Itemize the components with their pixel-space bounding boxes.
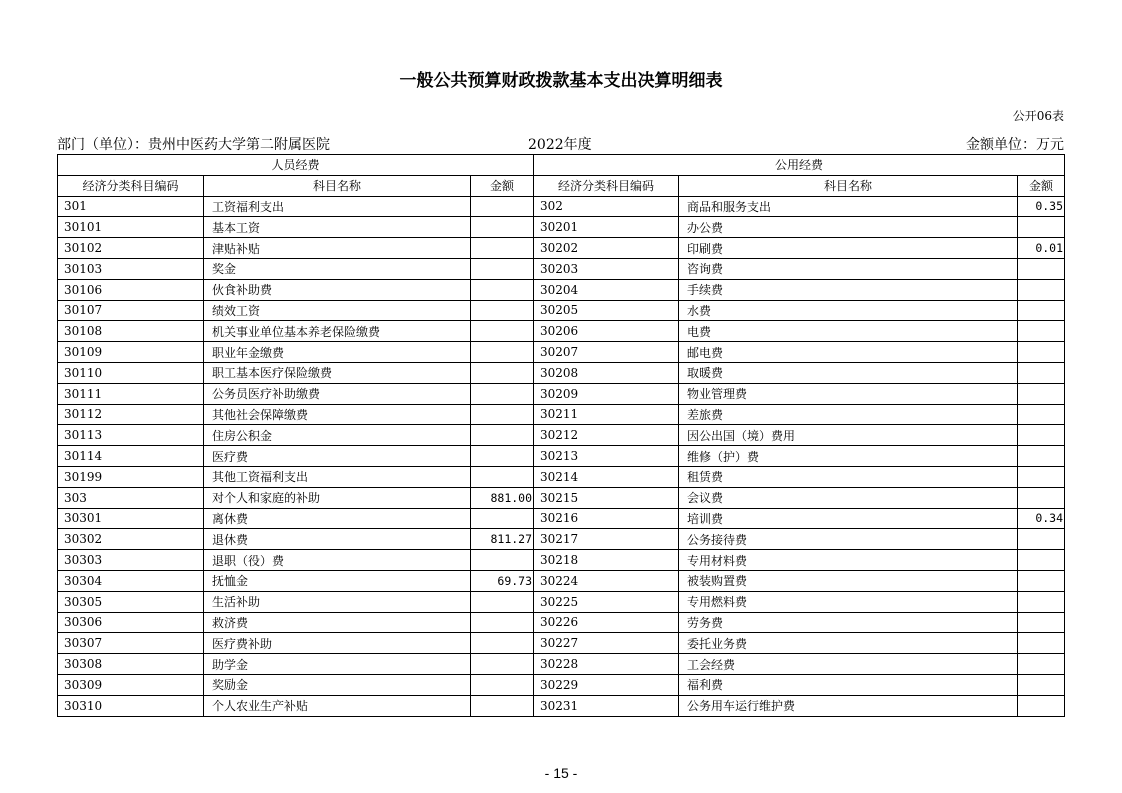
left-name-cell: 奖励金 — [204, 674, 471, 695]
left-name-cell: 对个人和家庭的补助 — [204, 487, 471, 508]
expenditure-table — [57, 154, 1065, 717]
left-amount-cell — [471, 633, 534, 654]
right-amount-cell — [1018, 425, 1065, 446]
column-header-row — [58, 175, 1065, 196]
right-amount-cell — [1018, 404, 1065, 425]
right-code-cell: 30217 — [534, 529, 679, 550]
table-body — [58, 196, 1065, 716]
right-amount-cell — [1018, 529, 1065, 550]
table-row — [58, 654, 1065, 675]
table-row — [58, 487, 1065, 508]
right-name-cell: 咨询费 — [679, 258, 1018, 279]
right-code-cell: 30228 — [534, 654, 679, 675]
left-amount-cell — [471, 425, 534, 446]
right-amount-cell — [1018, 446, 1065, 467]
left-amount-cell — [471, 466, 534, 487]
left-name-cell: 工资福利支出 — [204, 196, 471, 217]
right-code-cell: 30231 — [534, 695, 679, 716]
right-amount-cell — [1018, 466, 1065, 487]
right-amount-cell — [1018, 550, 1065, 571]
right-code-cell: 30226 — [534, 612, 679, 633]
right-amount-cell — [1018, 300, 1065, 321]
left-code-cell: 30101 — [58, 217, 204, 238]
right-amount-cell — [1018, 487, 1065, 508]
right-name-cell: 培训费 — [679, 508, 1018, 529]
right-code-cell: 30201 — [534, 217, 679, 238]
left-code-cell: 30307 — [58, 633, 204, 654]
left-code-cell: 30106 — [58, 279, 204, 300]
left-name-cell: 其他社会保障缴费 — [204, 404, 471, 425]
left-code-cell: 30112 — [58, 404, 204, 425]
right-code-cell: 30208 — [534, 362, 679, 383]
table-row — [58, 633, 1065, 654]
left-amount-cell — [471, 279, 534, 300]
right-code-cell: 30216 — [534, 508, 679, 529]
header-amount-left: 金额 — [471, 175, 534, 196]
right-name-cell: 会议费 — [679, 487, 1018, 508]
left-name-cell: 助学金 — [204, 654, 471, 675]
left-code-cell: 30301 — [58, 508, 204, 529]
left-amount-cell — [471, 612, 534, 633]
right-code-cell: 30227 — [534, 633, 679, 654]
right-name-cell: 专用材料费 — [679, 550, 1018, 571]
right-code-cell: 30211 — [534, 404, 679, 425]
table-row — [58, 550, 1065, 571]
right-name-cell: 劳务费 — [679, 612, 1018, 633]
right-amount-cell — [1018, 674, 1065, 695]
left-name-cell: 奖金 — [204, 258, 471, 279]
left-code-cell: 30309 — [58, 674, 204, 695]
right-amount-cell — [1018, 612, 1065, 633]
table-row — [58, 674, 1065, 695]
table-row — [58, 342, 1065, 363]
left-amount-cell — [471, 695, 534, 716]
left-code-cell: 30310 — [58, 695, 204, 716]
left-amount-cell: 69.73 — [471, 570, 534, 591]
table-row — [58, 591, 1065, 612]
right-name-cell: 印刷费 — [679, 238, 1018, 259]
left-code-cell: 30114 — [58, 446, 204, 467]
table-row — [58, 570, 1065, 591]
table-row — [58, 238, 1065, 259]
left-amount-cell — [471, 446, 534, 467]
right-name-cell: 维修（护）费 — [679, 446, 1018, 467]
left-name-cell: 退职（役）费 — [204, 550, 471, 571]
table-row — [58, 466, 1065, 487]
left-code-cell: 30308 — [58, 654, 204, 675]
left-name-cell: 职业年金缴费 — [204, 342, 471, 363]
table-row — [58, 425, 1065, 446]
left-amount-cell — [471, 591, 534, 612]
right-code-cell: 30205 — [534, 300, 679, 321]
right-code-cell: 30224 — [534, 570, 679, 591]
report-meta — [57, 134, 1064, 154]
page-title: 一般公共预算财政拨款基本支出决算明细表 — [399, 71, 723, 91]
table-row — [58, 446, 1065, 467]
right-name-cell: 商品和服务支出 — [679, 196, 1018, 217]
right-code-cell: 30213 — [534, 446, 679, 467]
left-name-cell: 退休费 — [204, 529, 471, 550]
left-code-cell: 30102 — [58, 238, 204, 259]
right-code-cell: 30204 — [534, 279, 679, 300]
table-row — [58, 695, 1065, 716]
right-name-cell: 委托业务费 — [679, 633, 1018, 654]
left-name-cell: 机关事业单位基本养老保险缴费 — [204, 321, 471, 342]
left-amount-cell: 881.00 — [471, 487, 534, 508]
right-amount-cell: 0.01 — [1018, 238, 1065, 259]
right-amount-cell — [1018, 383, 1065, 404]
table-row — [58, 258, 1065, 279]
left-code-cell: 301 — [58, 196, 204, 217]
left-amount-cell — [471, 654, 534, 675]
right-amount-cell: 0.34 — [1018, 508, 1065, 529]
left-amount-cell — [471, 258, 534, 279]
header-name-right: 科目名称 — [679, 175, 1018, 196]
left-amount-cell — [471, 300, 534, 321]
left-amount-cell — [471, 342, 534, 363]
right-code-cell: 30225 — [534, 591, 679, 612]
left-name-cell: 医疗费 — [204, 446, 471, 467]
table-row — [58, 300, 1065, 321]
group-header-row — [58, 155, 1065, 176]
left-amount-cell — [471, 508, 534, 529]
right-code-cell: 30214 — [534, 466, 679, 487]
left-name-cell: 救济费 — [204, 612, 471, 633]
page-number: - 15 - — [544, 765, 578, 781]
left-amount-cell — [471, 217, 534, 238]
right-name-cell: 专用燃料费 — [679, 591, 1018, 612]
left-code-cell: 30305 — [58, 591, 204, 612]
right-name-cell: 手续费 — [679, 279, 1018, 300]
right-code-cell: 30215 — [534, 487, 679, 508]
header-name-left: 科目名称 — [204, 175, 471, 196]
group-header-personnel: 人员经费 — [58, 155, 534, 176]
fiscal-year: 2022年度 — [528, 137, 592, 153]
right-amount-cell — [1018, 217, 1065, 238]
left-amount-cell: 811.27 — [471, 529, 534, 550]
right-name-cell: 被装购置费 — [679, 570, 1018, 591]
left-amount-cell — [471, 362, 534, 383]
form-number: 公开06表 — [1012, 109, 1064, 123]
right-name-cell: 公务接待费 — [679, 529, 1018, 550]
right-code-cell: 30212 — [534, 425, 679, 446]
right-amount-cell — [1018, 342, 1065, 363]
left-code-cell: 30103 — [58, 258, 204, 279]
department-label: 部门（单位）：贵州中医药大学第二附属医院 — [57, 137, 330, 153]
right-amount-cell — [1018, 633, 1065, 654]
amount-unit: 金额单位：万元 — [966, 137, 1064, 153]
left-name-cell: 住房公积金 — [204, 425, 471, 446]
right-amount-cell — [1018, 321, 1065, 342]
left-name-cell: 个人农业生产补贴 — [204, 695, 471, 716]
header-code-left: 经济分类科目编码 — [58, 175, 204, 196]
left-name-cell: 职工基本医疗保险缴费 — [204, 362, 471, 383]
table-row — [58, 217, 1065, 238]
right-name-cell: 办公费 — [679, 217, 1018, 238]
right-name-cell: 福利费 — [679, 674, 1018, 695]
right-code-cell: 30203 — [534, 258, 679, 279]
right-code-cell: 30229 — [534, 674, 679, 695]
left-name-cell: 其他工资福利支出 — [204, 466, 471, 487]
right-name-cell: 因公出国（境）费用 — [679, 425, 1018, 446]
left-name-cell: 公务员医疗补助缴费 — [204, 383, 471, 404]
right-name-cell: 物业管理费 — [679, 383, 1018, 404]
left-code-cell: 30107 — [58, 300, 204, 321]
group-header-public: 公用经费 — [534, 155, 1065, 176]
left-code-cell: 30110 — [58, 362, 204, 383]
table-row — [58, 196, 1065, 217]
right-code-cell: 302 — [534, 196, 679, 217]
left-amount-cell — [471, 238, 534, 259]
left-amount-cell — [471, 321, 534, 342]
right-name-cell: 公务用车运行维护费 — [679, 695, 1018, 716]
left-code-cell: 30199 — [58, 466, 204, 487]
header-code-right: 经济分类科目编码 — [534, 175, 679, 196]
table-row — [58, 529, 1065, 550]
left-code-cell: 30306 — [58, 612, 204, 633]
left-code-cell: 30108 — [58, 321, 204, 342]
right-code-cell: 30206 — [534, 321, 679, 342]
right-code-cell: 30218 — [534, 550, 679, 571]
right-name-cell: 水费 — [679, 300, 1018, 321]
left-amount-cell — [471, 674, 534, 695]
left-code-cell: 30304 — [58, 570, 204, 591]
right-amount-cell — [1018, 654, 1065, 675]
right-name-cell: 取暖费 — [679, 362, 1018, 383]
right-name-cell: 工会经费 — [679, 654, 1018, 675]
left-name-cell: 抚恤金 — [204, 570, 471, 591]
left-name-cell: 基本工资 — [204, 217, 471, 238]
left-code-cell: 30109 — [58, 342, 204, 363]
right-amount-cell — [1018, 362, 1065, 383]
table-row — [58, 383, 1065, 404]
table-row — [58, 279, 1065, 300]
right-amount-cell — [1018, 570, 1065, 591]
left-amount-cell — [471, 196, 534, 217]
left-code-cell: 30113 — [58, 425, 204, 446]
right-amount-cell — [1018, 279, 1065, 300]
right-amount-cell — [1018, 258, 1065, 279]
left-name-cell: 津贴补贴 — [204, 238, 471, 259]
left-code-cell: 303 — [58, 487, 204, 508]
right-code-cell: 30202 — [534, 238, 679, 259]
left-name-cell: 绩效工资 — [204, 300, 471, 321]
right-amount-cell — [1018, 695, 1065, 716]
right-name-cell: 差旅费 — [679, 404, 1018, 425]
left-code-cell: 30303 — [58, 550, 204, 571]
right-code-cell: 30209 — [534, 383, 679, 404]
right-amount-cell — [1018, 591, 1065, 612]
right-code-cell: 30207 — [534, 342, 679, 363]
left-code-cell: 30302 — [58, 529, 204, 550]
table-row — [58, 321, 1065, 342]
left-name-cell: 生活补助 — [204, 591, 471, 612]
header-amount-right: 金额 — [1018, 175, 1065, 196]
table-row — [58, 508, 1065, 529]
right-name-cell: 邮电费 — [679, 342, 1018, 363]
table-row — [58, 404, 1065, 425]
left-name-cell: 伙食补助费 — [204, 279, 471, 300]
table-row — [58, 362, 1065, 383]
left-name-cell: 离休费 — [204, 508, 471, 529]
left-code-cell: 30111 — [58, 383, 204, 404]
right-name-cell: 电费 — [679, 321, 1018, 342]
right-name-cell: 租赁费 — [679, 466, 1018, 487]
left-amount-cell — [471, 404, 534, 425]
table-row — [58, 612, 1065, 633]
left-amount-cell — [471, 550, 534, 571]
right-amount-cell: 0.35 — [1018, 196, 1065, 217]
left-name-cell: 医疗费补助 — [204, 633, 471, 654]
left-amount-cell — [471, 383, 534, 404]
